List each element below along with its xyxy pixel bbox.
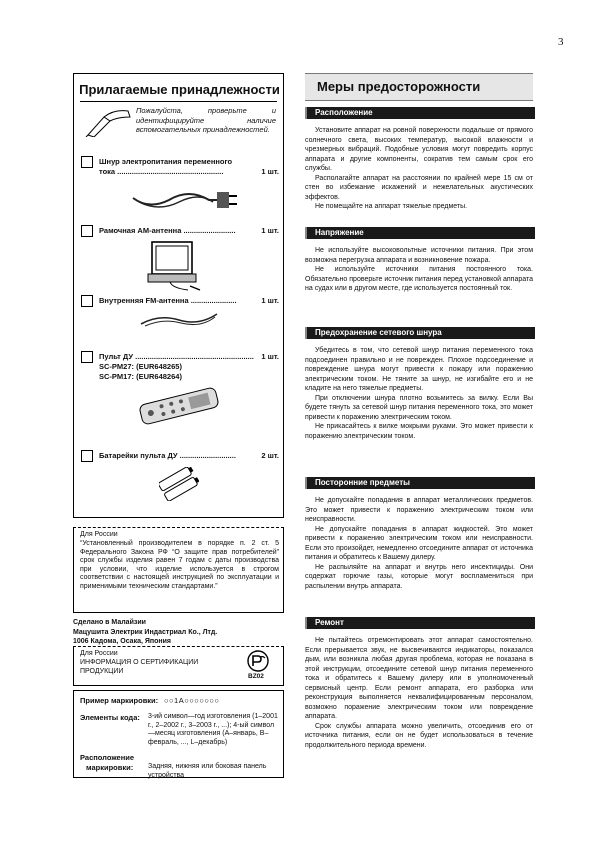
section-bar-repair: Ремонт — [305, 617, 535, 629]
section-bar-power-cord: Предохранение сетевого шнура — [305, 327, 535, 339]
marking-example-label: Пример маркировки: — [80, 696, 159, 705]
fm-antenna-icon — [139, 308, 219, 330]
marking-example-value: ○○1А○○○○○○○ — [164, 696, 220, 705]
accessories-title: Прилагаемые принадлежности — [79, 82, 280, 97]
marking-place-label: Расположение маркировки: — [80, 753, 135, 772]
item-am-antenna-label: Рамочная АМ-антенна ......................... 1 шт. — [99, 226, 279, 235]
checkbox-fm-antenna[interactable] — [81, 295, 93, 307]
note-text: “Установленный производителем в порядке п. 2 ст. 5 Федерального Закона РФ “О защите прав потребителей” срок службы изделия равен 7 годам с даты производства при условии, что изделие используется в строгом соответствии с настоящей инструкцией по эксплуатации и применимыми техническим стандартами.” — [80, 540, 279, 590]
company-line: Мацушита Электрик Индастриал Ко., Лтд. — [73, 628, 218, 636]
page-number: 3 — [558, 36, 564, 48]
address-line: 1006 Кадома, Осака, Япония — [73, 638, 172, 645]
checkbox-remote[interactable] — [81, 351, 93, 363]
remote-control-icon — [134, 386, 224, 426]
section-text-foreign-objects: Не допускайте попадания в аппарат металлических предметов. Это может привести к поражению электрическим током или неисправности. Не допускайте попадания в аппарат жидкостей. Это может привести к поражению электрическим током или неисправности. Если это произойдет, немедленно отсоедините аппарат от источника питания и обратитесь к Вашему дилеру. Не распыляйте на аппарат и внутрь него инсектициды. Они содержат горючие газы, которые могут воспламениться при распылении внутрь аппарата. — [305, 497, 533, 590]
cert-line-1: ИНФОРМАЦИЯ О СЕРТИФИКАЦИИ — [80, 659, 199, 666]
cert-heading: Для России — [80, 650, 118, 657]
precautions-header — [305, 73, 533, 101]
certification-box — [73, 646, 284, 686]
cert-line-2: ПРОДУКЦИИ — [80, 668, 124, 675]
accessories-intro: Пожалуйста, проверьте и идентифицируйте наличие вспомогательных принадлежностей. — [136, 106, 276, 134]
section-bar-foreign-objects: Посторонние предметы — [305, 477, 535, 489]
am-loop-antenna-icon — [144, 238, 204, 293]
hand-pen-icon — [84, 107, 134, 137]
item-batteries-label: Батарейки пульта ДУ ........................... 2 шт. — [99, 451, 279, 460]
section-bar-location: Расположение — [305, 107, 535, 119]
item-fm-antenna-label: Внутренняя FM-антенна ...................... 1 шт. — [99, 296, 279, 305]
marking-code-label: Элементы кода: — [80, 713, 140, 722]
checkbox-am-antenna[interactable] — [81, 225, 93, 237]
power-cord-icon — [129, 182, 239, 216]
rst-certification-mark — [247, 650, 269, 672]
section-text-power-cord: Убедитесь в том, что сетевой шнур питания переменного тока подсоединен правильно и не поврежден. Плохое подсоединение и повреждение шнура могут привести к пожару или поражению электрическим током. Не тяните за шнур, не изгибайте его и не кладите на него тяжелые предметы. При отключении шнура плотно возьмитесь за вилку. Если Вы будете тянуть за сетевой шнур питания переменного тока, это может привести к поражению электрическим током. Не прикасайтесь к вилке мокрыми руками. Это может привести к поражению электрическим током. — [305, 347, 533, 440]
section-bar-voltage: Напряжение — [305, 227, 535, 239]
batteries-icon — [159, 467, 199, 501]
item-remote-label: Пульт ДУ ......................................................... 1 шт. SC-PM27: (EUR648265) SC-PM17: (EUR648264) — [99, 352, 279, 381]
item-power-cord-label: Шнур электропитания переменного тока ................................................... 1 шт. — [99, 157, 279, 176]
section-text-location: Установите аппарат на ровной поверхности подальше от прямого солнечного света, высоких температур, высокой влажности и чрезмерных вибраций. Подобные условия могут повредить корпус аппарата и другие компоненты, сократив тем самым срок его службы. Располагайте аппарат на расстоянии по крайней мере 15 см от стен во избежание искажений и нежелательных акустических эффектов. Не помещайте на аппарат тяжелые предметы. — [305, 127, 533, 210]
note-heading: Для России — [80, 531, 118, 538]
manufacturer-info — [73, 618, 284, 647]
marking-place-value: Задняя, нижняя или боковая панель устройства — [148, 763, 267, 779]
service-life-note — [73, 527, 284, 613]
section-text-repair: Не пытайтесь отремонтировать этот аппарат самостоятельно. Если прерывается звук, не высвечиваются индикаторы, показался дым, или возникла любая другая проблема, которая не показана в этой инструкции, отсоедините сетевой шнур питания переменного тока и обратитесь к Вашему дилеру или в уполномоченный сервисный центр. Если ремонт аппарата, его разборка или реконструкция выполняется неквалифицированным персоналом, возможно поражение электрическим током или повреждение аппарата. Срок службы аппарата можно увеличить, отсоединив его от источника питания, если он не будет использоваться в течение продолжительного периода времени. — [305, 637, 533, 749]
precautions-title: Меры предосторожности — [317, 79, 481, 94]
checkbox-batteries[interactable] — [81, 450, 93, 462]
checkbox-power-cord[interactable] — [81, 156, 93, 168]
section-text-voltage: Не используйте высоковольтные источники питания. При этом возможна перегрузка аппарата и возникновение пожара. Не используйте источники питания постоянного тока. Обязательно проверьте источник питания перед установкой аппарата на судах или в другом месте, где используется постоянный ток. — [305, 247, 533, 292]
cert-mark-code: BZ02 — [248, 673, 264, 680]
marking-code-value: 3-ий символ—год изготовления (1–2001 г., 2–2002 г., 3–2003 г., ...); 4-ый символ—месяц изготовления (А–январь, В–февраль, ..., L–декабрь) — [148, 713, 278, 746]
made-in-line: Сделано в Малайзии — [73, 619, 146, 626]
divider — [80, 101, 277, 102]
marking-box — [73, 690, 284, 778]
accessories-box — [73, 73, 284, 518]
